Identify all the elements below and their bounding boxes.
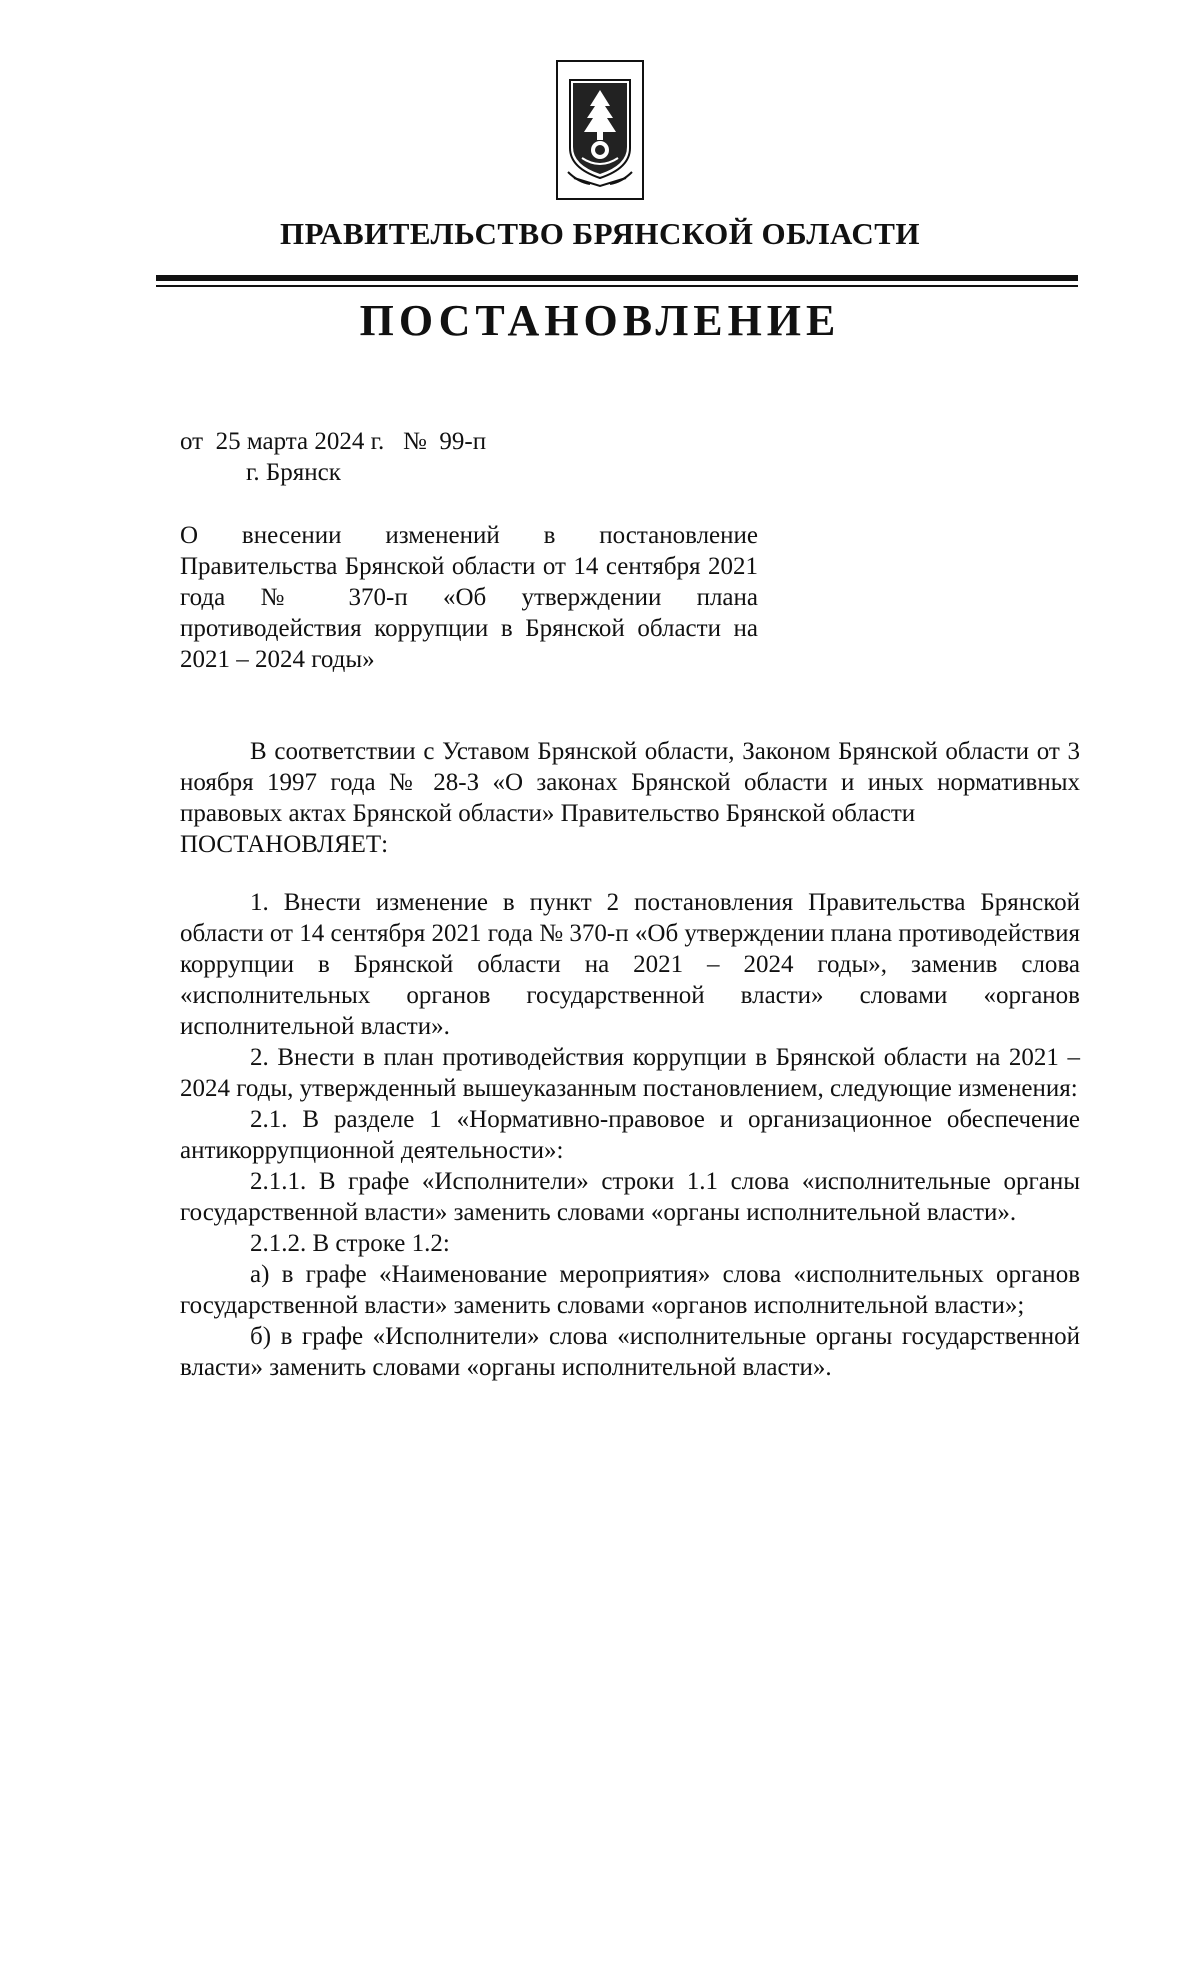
coat-of-arms-icon	[556, 60, 644, 200]
document-type-title: ПОСТАНОВЛЕНИЕ	[359, 296, 841, 345]
item-2-1-1-paragraph: 2.1.1. В графе «Исполнители» строки 1.1 слова «исполнительные органы государственной власти» заменить словами «органы исполнительной власти».	[180, 1168, 1080, 1226]
item-2-paragraph: 2. Внести в план противодействия коррупции в Брянской области на 2021 – 2024 годы, утвержденный вышеуказанным постановлением, следующие изменения:	[180, 1044, 1080, 1102]
item-1-paragraph: 1. Внести изменение в пункт 2 постановления Правительства Брянской области от 14 сентября 2021 года № 370-п «Об утверждении плана противодействия коррупции в Брянской области на 2021 – 2024 годы», заменив слова «исполнительных органов государственной власти» словами «органов исполнительной власти».	[180, 889, 1080, 1040]
city: г. Брянск	[246, 459, 341, 486]
header-divider-thick	[156, 275, 1078, 281]
item-a-paragraph: а) в графе «Наименование мероприятия» слова «исполнительных органов государственной власти» заменить словами «органов исполнительной власти»;	[180, 1261, 1080, 1319]
document-subject: О внесении изменений в постановление Правительства Брянской области от 14 сентября 2021 года № 370-п «Об утверждении плана противодействия коррупции в Брянской области на 2021 – 2024 годы»	[180, 522, 758, 673]
item-2-1-paragraph: 2.1. В разделе 1 «Нормативно-правовое и организационное обеспечение антикоррупционной деятельности»:	[180, 1106, 1080, 1164]
organization-title: ПРАВИТЕЛЬСТВО БРЯНСКОЙ ОБЛАСТИ	[279, 216, 921, 251]
date-and-number: от 25 марта 2024 г. № 99-п	[180, 428, 487, 455]
header-divider-thin	[156, 285, 1078, 287]
item-2-1-2-paragraph: 2.1.2. В строке 1.2:	[250, 1230, 450, 1257]
document-body	[180, 736, 1080, 1383]
item-b-paragraph: б) в графе «Исполнители» слова «исполнительные органы государственной власти» заменить словами «органы исполнительной власти».	[180, 1323, 1080, 1381]
preamble-paragraph: В соответствии с Уставом Брянской области, Законом Брянской области от 3 ноября 1997 года № 28-З «О законах Брянской области и иных нормативных правовых актах Брянской области» Правительство Брянской области	[180, 738, 1080, 827]
decree-word: ПОСТАНОВЛЯЕТ:	[180, 831, 389, 858]
